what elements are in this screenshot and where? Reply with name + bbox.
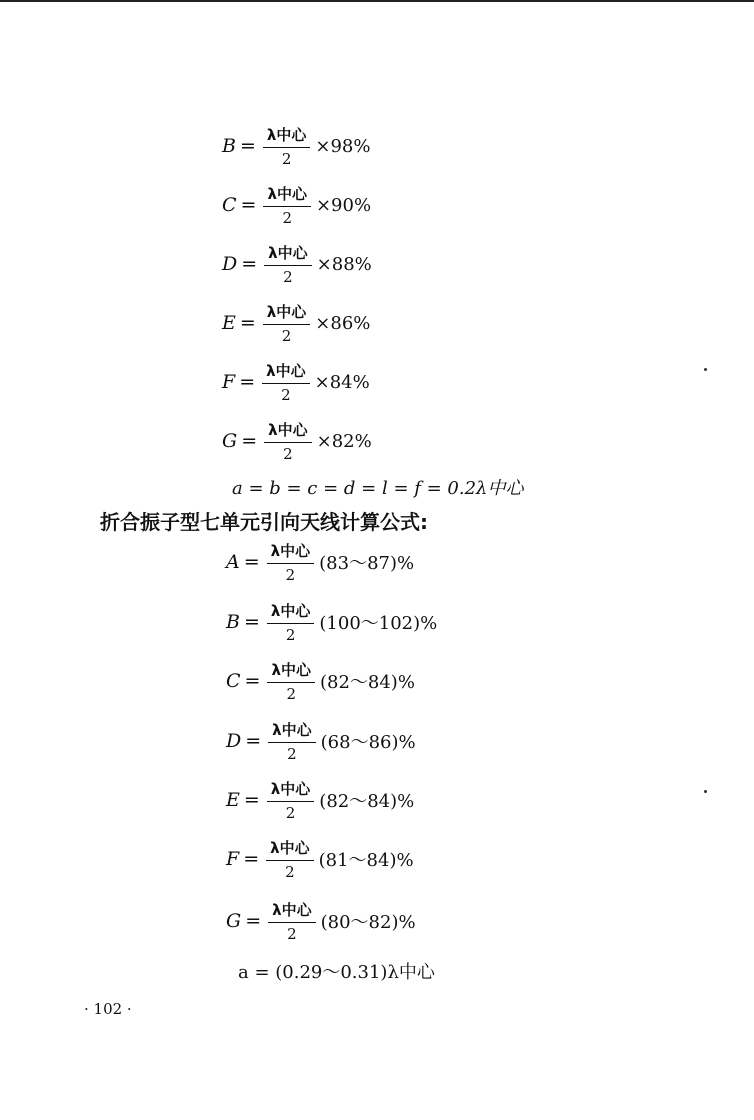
formula-lhs: E: [222, 312, 236, 334]
fraction-numerator: λ中心: [264, 242, 312, 266]
fraction: [266, 837, 314, 881]
top-rule: [0, 0, 754, 2]
equals-sign: =: [239, 312, 256, 334]
formula-tail: (68～86)%: [320, 732, 416, 753]
fraction-denominator: 2: [283, 268, 293, 286]
fraction-numerator: λ中心: [263, 124, 311, 148]
formula-lhs: G: [226, 910, 242, 932]
fraction-numerator: λ中心: [267, 778, 315, 802]
formula-lhs: B: [222, 135, 236, 157]
fraction: [267, 600, 315, 644]
fraction: [264, 242, 312, 286]
formula-lhs: F: [226, 848, 240, 870]
formula-tail: (83～87)%: [319, 553, 415, 574]
formula-tail: (100～102)%: [319, 613, 438, 634]
fraction: [267, 778, 315, 822]
formula-lhs: D: [226, 730, 242, 752]
section-heading: 折合振子型七单元引向天线计算公式:: [100, 510, 428, 534]
equals-sign: =: [239, 135, 256, 157]
equals-sign: =: [243, 848, 260, 870]
formula-tail: ×88%: [316, 253, 372, 275]
formula-tail: (82～84)%: [319, 791, 415, 812]
formula-g2-6: [226, 893, 416, 949]
page-number: · 102 ·: [84, 1000, 132, 1018]
formula-g1-5: [222, 413, 372, 469]
fraction-denominator: 2: [281, 327, 292, 345]
fraction-denominator: 2: [283, 445, 293, 463]
formula-lhs: F: [222, 371, 236, 393]
fraction-denominator: 2: [281, 386, 291, 404]
fraction-denominator: 2: [285, 626, 296, 644]
equals-sign: =: [243, 551, 260, 573]
formula-lhs: C: [222, 194, 237, 216]
fraction: [267, 540, 315, 584]
formula-g2-0: [226, 534, 414, 590]
formula-g1-2: [222, 236, 372, 292]
formula-tail: ×82%: [316, 430, 372, 452]
spacing-formula-1: a = b = c = d = l = f = 0.2λ中心: [232, 478, 524, 499]
equals-sign: =: [239, 371, 256, 393]
fraction-numerator: λ中心: [268, 719, 316, 743]
formula-tail: (81～84)%: [318, 850, 414, 871]
fraction-numerator: λ中心: [267, 600, 315, 624]
fraction-denominator: 2: [287, 745, 297, 763]
equals-sign: =: [244, 670, 261, 692]
formula-lhs: D: [222, 253, 238, 275]
formula-lhs: G: [222, 430, 238, 452]
formula-lhs: E: [226, 789, 240, 811]
fraction-numerator: λ中心: [263, 301, 311, 325]
formula-tail: (80～82)%: [320, 912, 416, 933]
equals-sign: =: [245, 910, 262, 932]
fraction-denominator: 2: [286, 685, 296, 703]
formula-g1-3: [222, 295, 370, 351]
formula-lhs: B: [226, 611, 240, 633]
formula-lhs: C: [226, 670, 241, 692]
formula-lhs: A: [226, 551, 240, 573]
formula-g1-4: [222, 354, 370, 410]
equals-sign: =: [243, 611, 260, 633]
formula-g2-5: [226, 831, 414, 887]
fraction-denominator: 2: [285, 863, 295, 881]
formula-tail: ×90%: [315, 194, 372, 216]
formula-tail: ×84%: [314, 371, 370, 393]
formula-g1-1: [222, 177, 371, 233]
equals-sign: =: [243, 789, 260, 811]
formula-g2-4: [226, 772, 414, 828]
spacing-formula-2: a = (0.29～0.31)λ中心: [238, 962, 435, 983]
fraction-numerator: λ中心: [268, 899, 316, 923]
equals-sign: =: [245, 730, 262, 752]
fraction: [268, 719, 316, 763]
fraction: [267, 659, 315, 703]
fraction-denominator: 2: [282, 209, 292, 227]
fraction-numerator: λ中心: [266, 837, 314, 861]
formula-g2-3: [226, 713, 416, 769]
formula-g2-2: [226, 653, 415, 709]
equals-sign: =: [241, 253, 258, 275]
scan-speck: [704, 790, 707, 793]
fraction: [268, 899, 316, 943]
fraction-numerator: λ中心: [264, 419, 312, 443]
fraction-denominator: 2: [285, 804, 296, 822]
fraction: [264, 419, 312, 463]
fraction-numerator: λ中心: [267, 540, 315, 564]
fraction: [262, 360, 310, 404]
fraction: [263, 124, 311, 168]
formula-tail: (82～84)%: [319, 672, 415, 693]
fraction: [263, 301, 311, 345]
fraction-numerator: λ中心: [267, 659, 315, 683]
fraction-denominator: 2: [287, 925, 297, 943]
equals-sign: =: [241, 430, 258, 452]
fraction-denominator: 2: [285, 566, 296, 584]
formula-g2-1: [226, 594, 437, 650]
formula-tail: ×98%: [315, 135, 371, 157]
scan-speck: [704, 368, 707, 371]
formula-g1-0: [222, 118, 370, 174]
fraction-denominator: 2: [281, 150, 292, 168]
fraction-numerator: λ中心: [263, 183, 311, 207]
fraction-numerator: λ中心: [262, 360, 310, 384]
formula-tail: ×86%: [315, 312, 371, 334]
fraction: [263, 183, 311, 227]
equals-sign: =: [240, 194, 257, 216]
